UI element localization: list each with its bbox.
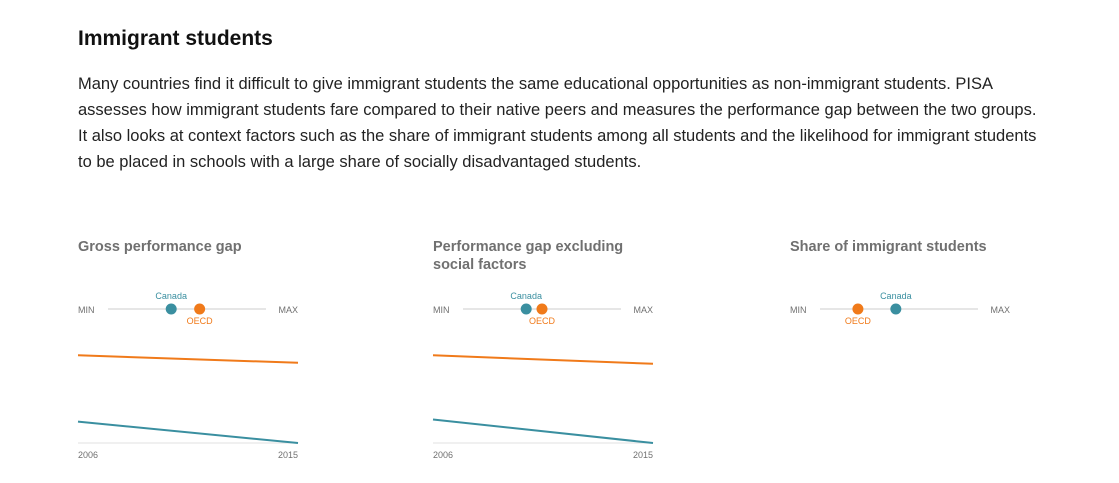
panel-performance-gap-excluding-social — [433, 238, 655, 468]
panel-title: Performance gap excluding social factors — [433, 239, 624, 273]
scale-min-label: MIN — [433, 305, 450, 315]
series-line-oecd — [78, 355, 298, 363]
chart-svg — [790, 238, 1012, 468]
canada-marker — [890, 304, 901, 315]
panel-gross-performance-gap — [78, 238, 300, 468]
scale-max-label: MAX — [990, 305, 1010, 315]
series-line-canada — [433, 420, 653, 444]
oecd-label: OECD — [186, 316, 213, 326]
x-tick-label: 2015 — [277, 450, 298, 460]
chart-svg — [433, 238, 655, 468]
panel-title: Gross performance gap — [78, 239, 242, 255]
scale-min-label: MIN — [790, 305, 807, 315]
panel-share-of-immigrant-students — [790, 238, 1012, 468]
oecd-label: OECD — [528, 316, 556, 326]
oecd-label: OECD — [844, 316, 871, 326]
canada-marker — [166, 304, 177, 315]
oecd-marker — [537, 304, 548, 315]
scale-max-label: MAX — [633, 305, 653, 315]
chart-svg — [78, 238, 300, 468]
oecd-marker — [852, 304, 863, 315]
oecd-marker — [194, 304, 205, 315]
x-tick-label: 2006 — [433, 450, 454, 460]
series-line-oecd — [433, 355, 653, 364]
page-title: Immigrant students — [78, 27, 273, 50]
x-tick-label: 2006 — [78, 450, 99, 460]
canada-label: Canada — [880, 291, 912, 301]
panel-title: Share of immigrant students — [790, 239, 987, 255]
canada-label: Canada — [510, 291, 542, 301]
intro-paragraph: Many countries find it difficult to give immigrant students the same educational opportunities as non-immigrant students. PISA assesses how immigrant students fare compared to their native peers and measures the performance gap between the two groups. It also looks at context factors such as the share of immigrant students among all students and the likelihood for immigrant students to be placed in schools with a large share of socially disadvantaged students. — [78, 75, 1037, 171]
canada-marker — [521, 304, 532, 315]
x-tick-label: 2015 — [632, 450, 653, 460]
scale-max-label: MAX — [278, 305, 298, 315]
series-line-canada — [78, 422, 298, 443]
canada-label: Canada — [155, 291, 187, 301]
scale-min-label: MIN — [78, 305, 95, 315]
